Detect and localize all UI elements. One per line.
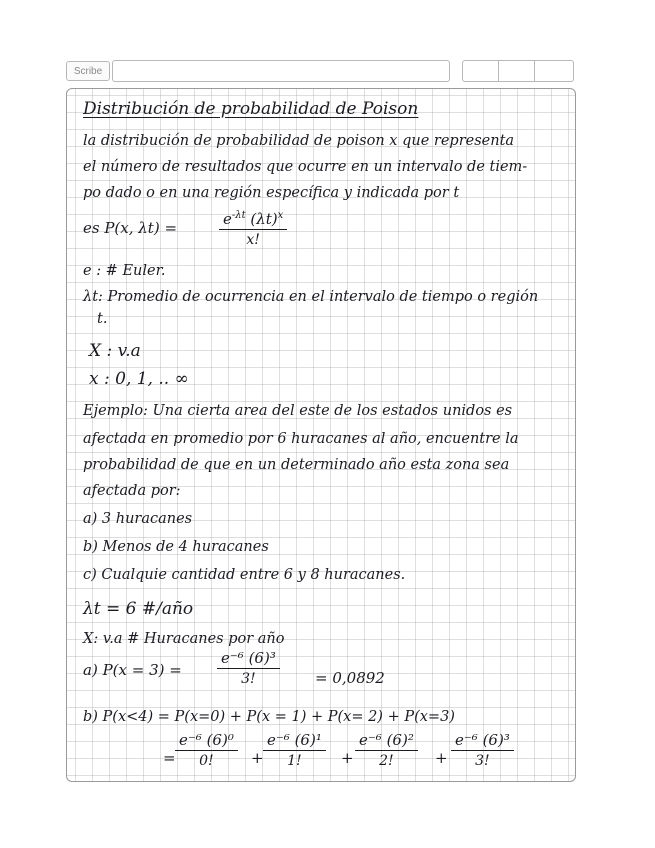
fraction-bar	[263, 750, 326, 751]
fraction-bar	[355, 750, 418, 751]
fraction-bar	[451, 750, 514, 751]
b-term-1	[263, 731, 326, 770]
def-euler: e : # Euler.	[83, 263, 166, 279]
intro-line-2: el número de resultados que ocurre en un intervalo de tiem-	[83, 159, 528, 175]
b-term-3-den: 3!	[475, 753, 490, 769]
example-item-b: b) Menos de 4 huracanes	[83, 539, 269, 555]
plus-sign: +	[251, 749, 264, 767]
scribe-logo: Scribe	[66, 61, 110, 81]
formula-lhs: es P(x, λt) =	[83, 219, 178, 237]
b-term-3-num: e⁻⁶ (6)³	[455, 731, 510, 749]
b-term-3	[451, 731, 514, 770]
b-term-1-den: 1!	[287, 753, 302, 769]
b-term-0-num: e⁻⁶ (6)⁰	[179, 731, 234, 749]
scribe-header	[66, 60, 574, 82]
note-title: Distribución de probabilidad de Poison	[83, 99, 419, 119]
fraction-bar	[175, 750, 238, 751]
formula-numerator-text: $e^{-\lambda t}$ $(\lambda t)^x$	[223, 210, 284, 228]
example-line-2: afectada en promedio por 6 huracanes al año, encuentre la	[83, 431, 519, 447]
b-term-1-num: e⁻⁶ (6)¹	[267, 731, 322, 749]
b-term-2-den: 2!	[379, 753, 394, 769]
date-box-year	[534, 60, 574, 82]
fraction-bar	[219, 229, 287, 230]
formula-fraction	[219, 207, 287, 249]
solution-a-result: = 0,0892	[315, 669, 385, 687]
formula-denominator: x!	[246, 232, 260, 248]
intro-line-1: la distribución de probabilidad de poison x que representa	[83, 133, 515, 149]
note-sheet	[66, 88, 576, 782]
intro-line-3: po dado o en una región específica y indicada por t	[83, 185, 460, 201]
b-term-2	[355, 731, 418, 770]
solution-a-numerator: e⁻⁶ (6)³	[221, 649, 276, 667]
def-lambda-cont: t.	[97, 311, 108, 327]
solution-a-denominator: 3!	[241, 671, 256, 687]
def-lambda: λt: Promedio de ocurrencia en el intervalo de tiempo o región	[83, 289, 539, 305]
example-item-c: c) Cualquie cantidad entre 6 y 8 huracanes.	[83, 567, 406, 583]
solution-a-lhs: a) P(x = 3) =	[83, 661, 182, 679]
example-line-3: probabilidad de que en un determinado año esta zona sea	[83, 457, 510, 473]
solution-variable: X: v.a # Huracanes por año	[83, 631, 285, 647]
def-range: x : 0, 1, .. ∞	[89, 369, 189, 389]
b-term-0	[175, 731, 238, 770]
date-box-month	[498, 60, 536, 82]
solution-a-fraction	[217, 649, 280, 688]
example-line-4: afectada por:	[83, 483, 181, 499]
example-item-a: a) 3 huracanes	[83, 511, 193, 527]
b-term-2-num: e⁻⁶ (6)²	[359, 731, 414, 749]
fraction-bar	[217, 668, 280, 669]
b-term-0-den: 0!	[199, 753, 214, 769]
solution-rate: λt = 6 #/año	[83, 599, 194, 619]
formula-numerator	[219, 207, 287, 228]
solution-b-line: b) P(x<4) = P(x=0) + P(x = 1) + P(x= 2) + P(x=3)	[83, 709, 455, 725]
plus-sign: +	[341, 749, 354, 767]
example-line-1: Ejemplo: Una cierta area del este de los estados unidos es	[83, 403, 513, 419]
def-variable: X : v.a	[89, 341, 141, 361]
equals-sign: =	[163, 749, 176, 767]
date-box-day	[462, 60, 500, 82]
plus-sign: +	[435, 749, 448, 767]
title-field	[112, 60, 450, 82]
